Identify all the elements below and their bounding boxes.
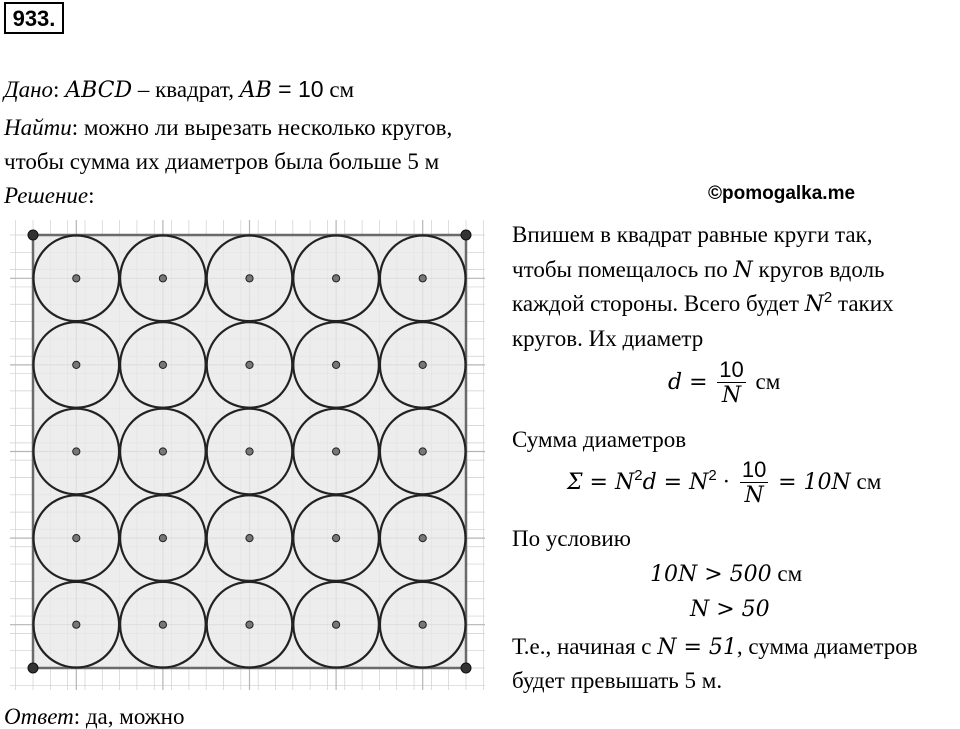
formula-diameter: d = $\frac{10}{N}$ см xyxy=(668,357,781,408)
text-conclusion-2: будет превышать 5 м. xyxy=(512,668,723,693)
find-line-1: Найти: можно ли вырезать несколько кругов, xyxy=(4,115,453,140)
text-line-1: Впишем в квадрат равные круги так, xyxy=(512,222,873,247)
solution-label-line: Решение: xyxy=(4,183,95,208)
solution-label: Решение xyxy=(4,183,89,208)
circle-center xyxy=(73,275,80,282)
circle-center xyxy=(419,448,426,455)
circle-center xyxy=(246,275,253,282)
text-line-4: кругов. Их диаметр xyxy=(512,326,704,351)
circle-center xyxy=(333,448,340,455)
circle-center xyxy=(159,361,166,368)
circle-center xyxy=(246,621,253,628)
circle-center xyxy=(246,361,253,368)
watermark: ©pomogalka.me xyxy=(708,183,856,204)
circle-center xyxy=(333,621,340,628)
circle-center xyxy=(419,275,426,282)
circle-center xyxy=(419,535,426,542)
given-label: Дано xyxy=(4,77,54,102)
text-sum-label: Сумма диаметров xyxy=(512,427,687,452)
circle-center xyxy=(73,448,80,455)
circle-center xyxy=(159,448,166,455)
circle-center xyxy=(419,621,426,628)
vertex-point xyxy=(461,663,471,673)
circle-center xyxy=(246,535,253,542)
circle-center xyxy=(333,361,340,368)
find-line-2: чтобы сумма их диаметров была больше 5 м xyxy=(4,149,440,174)
given-line: Дано: ABCD – квадрат, AB = 10 см xyxy=(4,76,355,103)
circle-center xyxy=(159,275,166,282)
circle-center xyxy=(333,275,340,282)
circle-center xyxy=(159,621,166,628)
answer-line: Ответ: да, можно xyxy=(4,704,185,729)
text-line-2: чтобы помещалось по N кругов вдоль xyxy=(512,257,885,283)
formula-n-greater: N > 50 xyxy=(690,597,770,622)
problem-number: 933. xyxy=(4,2,64,34)
circle-center xyxy=(73,621,80,628)
formula-sum: $\Sigma = N^2d = N^2$ · $\frac{10}{N}$ = 10N см xyxy=(567,457,882,508)
circle-center xyxy=(419,361,426,368)
circle-center xyxy=(73,361,80,368)
given-square: ABCD xyxy=(65,78,133,103)
vertex-point xyxy=(461,230,471,240)
circle-center xyxy=(333,535,340,542)
text-conclusion-1: Т.е., начиная с N = 51, сумма диаметров xyxy=(512,634,918,660)
text-condition-label: По условию xyxy=(512,526,631,551)
vertex-point xyxy=(28,230,38,240)
square-with-circles-figure xyxy=(10,220,485,690)
circle-center xyxy=(159,535,166,542)
vertex-point xyxy=(28,663,38,673)
text-line-3: каждой стороны. Всего будет $N^2$ таких xyxy=(512,289,894,317)
circle-center xyxy=(73,535,80,542)
find-label: Найти xyxy=(4,115,72,140)
circle-center xyxy=(246,448,253,455)
answer-label: Ответ xyxy=(4,704,74,729)
formula-condition: 10N > 500 см xyxy=(650,561,803,587)
